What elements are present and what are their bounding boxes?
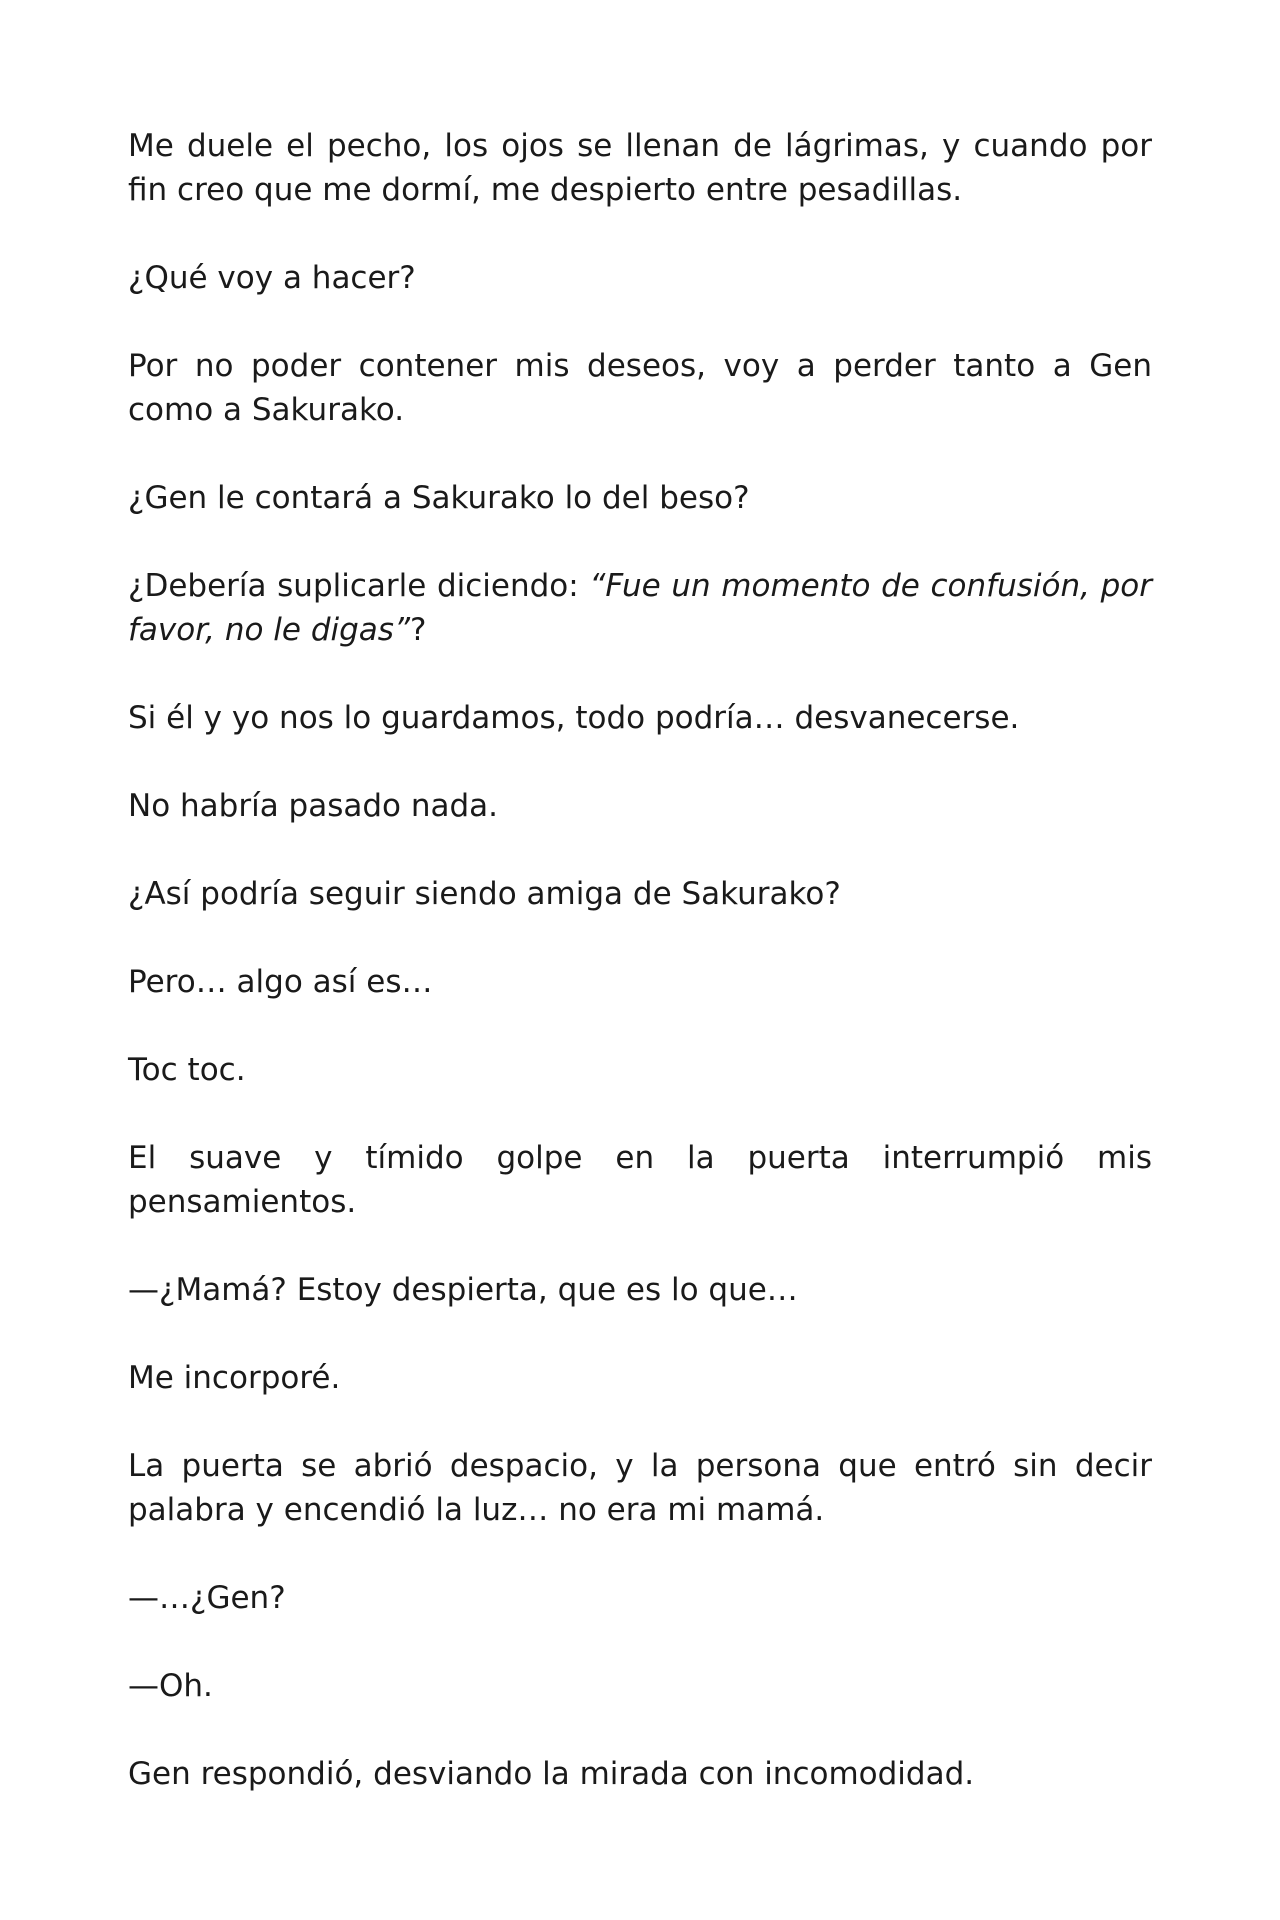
paragraph-lead: ¿Debería suplicarle diciendo: [128, 568, 590, 604]
paragraph: No habría pasado nada. [128, 788, 499, 824]
paragraph: El suave y tímido golpe en la puerta interrumpió mis pensamientos. [128, 1140, 1152, 1220]
paragraph: La puerta se abrió despacio, y la persona que entró sin decir palabra y encendió la luz… no era mi mamá. [128, 1448, 1152, 1528]
italic-quote: “Fue un momento de confusión, por favor, no le digas” [128, 568, 1152, 648]
paragraph: —Oh. [128, 1668, 213, 1704]
text-body [128, 124, 1152, 1840]
paragraph: Gen respondió, desviando la mirada con incomodidad. [128, 1756, 975, 1792]
paragraph: Si él y yo nos lo guardamos, todo podría… desvanecerse. [128, 700, 1020, 736]
paragraph: —…¿Gen? [128, 1580, 286, 1616]
paragraph-with-italic [128, 564, 1152, 652]
paragraph: ¿Qué voy a hacer? [128, 260, 416, 296]
paragraph: Por no poder contener mis deseos, voy a perder tanto a Gen como a Sakurako. [128, 348, 1152, 428]
paragraph: Me incorporé. [128, 1360, 341, 1396]
paragraph: —¿Mamá? Estoy despierta, que es lo que… [128, 1272, 798, 1308]
paragraph: Pero… algo así es… [128, 964, 433, 1000]
paragraph-tail: ? [410, 612, 427, 648]
paragraph: ¿Gen le contará a Sakurako lo del beso? [128, 480, 750, 516]
paragraph: Toc toc. [128, 1052, 246, 1088]
paragraph: ¿Así podría seguir siendo amiga de Sakurako? [128, 876, 841, 912]
paragraph: Me duele el pecho, los ojos se llenan de lágrimas, y cuando por fin creo que me dormí, me despierto entre pesadillas. [128, 128, 1152, 208]
